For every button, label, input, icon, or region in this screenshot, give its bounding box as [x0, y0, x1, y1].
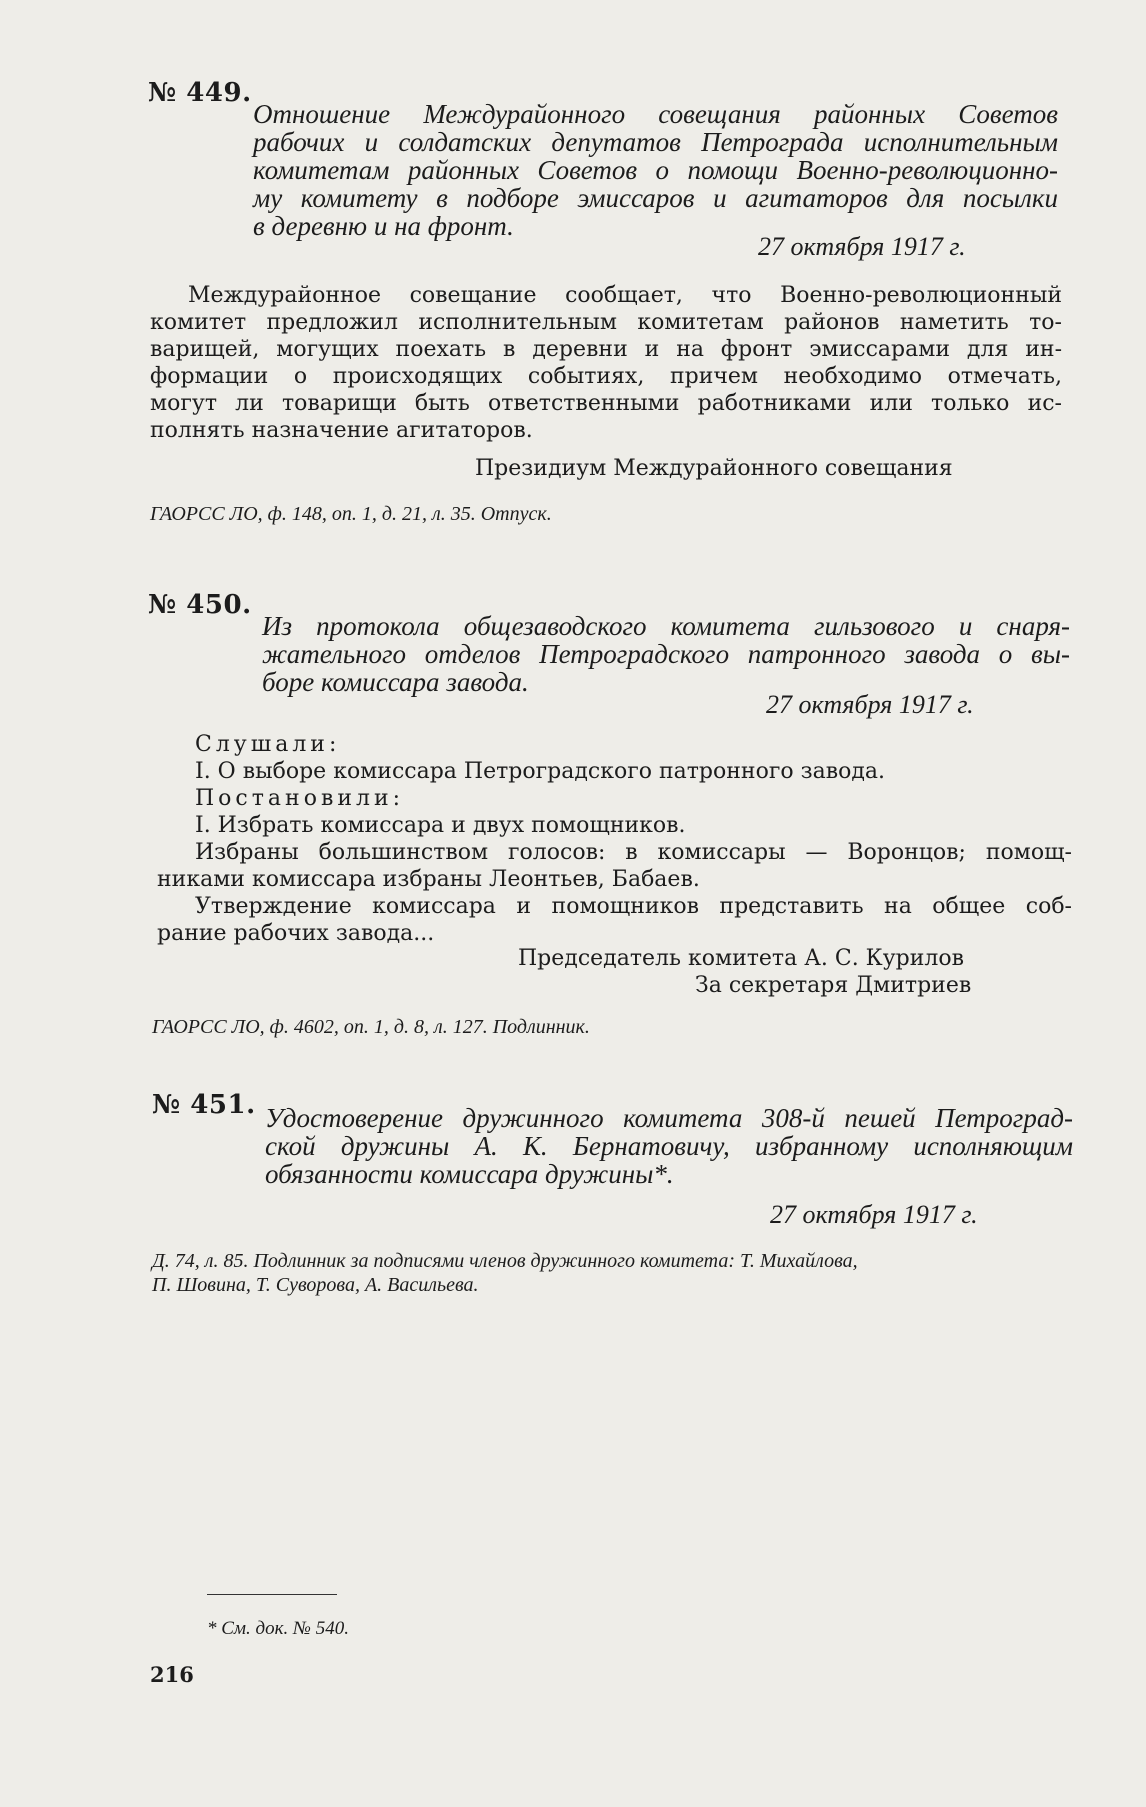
doc-451-date: 27 октября 1917 г.: [770, 1200, 978, 1229]
title-line: жательного отделов Петроградского патронного завода о вы-: [262, 639, 1070, 669]
footnote-rule: [207, 1594, 337, 1595]
title-line: боре комиссара завода.: [262, 667, 529, 697]
doc-450-heard-label: Слушали:: [195, 732, 341, 757]
doc-449-number: № 449.: [148, 78, 252, 108]
title-line: в деревню и на фронт.: [253, 211, 514, 241]
doc-449-date: 27 октября 1917 г.: [758, 232, 966, 261]
body-line: Утверждение комиссара и помощников представить на общее соб-: [195, 894, 1072, 919]
title-line: Удостоверение дружинного комитета 308-й пешей Петроград-: [265, 1103, 1073, 1133]
body-line: варищей, могущих поехать в деревни и на фронт эмиссарами для ин-: [150, 337, 1062, 362]
title-line: ской дружины А. К. Бернатовичу, избранному исполняющим: [265, 1131, 1073, 1161]
body-line: комитет предложил исполнительным комитетам районов наметить то-: [150, 310, 1062, 335]
title-line: му комитету в подборе эмиссаров и агитаторов для посылки: [253, 183, 1058, 213]
doc-450-body: [157, 839, 1072, 947]
title-line: обязанности комиссара дружины*.: [265, 1159, 674, 1189]
body-line: Междурайонное совещание сообщает, что Военно-революционный: [188, 283, 1062, 308]
doc-449-source: ГАОРСС ЛО, ф. 148, оп. 1, д. 21, л. 35. Отпуск.: [150, 503, 552, 525]
body-line: рание рабочих завода...: [157, 921, 435, 946]
doc-450-title: [262, 612, 1070, 696]
title-line: Из протокола общезаводского комитета гильзового и снаря-: [262, 611, 1070, 641]
doc-450-signature-chair: Председатель комитета А. С. Курилов: [518, 946, 965, 971]
doc-451-source: Д. 74, л. 85. Подлинник за подписями членов дружинного комитета: Т. Михайлова, П. Шовина, Т. Суворова, А. Васильева.: [152, 1250, 858, 1296]
body-line: Избраны большинством голосов: в комиссары — Воронцов; помощ-: [195, 840, 1072, 865]
doc-451-number: № 451.: [152, 1090, 256, 1120]
title-line: комитетам районных Советов о помощи Военно-революционно-: [253, 155, 1058, 185]
doc-450-number: № 450.: [148, 590, 252, 620]
doc-450-resolved-item: I. Избрать комиссара и двух помощников.: [195, 813, 686, 838]
body-line: могут ли товарищи быть ответственными работниками или только ис-: [150, 391, 1062, 416]
doc-450-signature-secretary: За секретаря Дмитриев: [695, 973, 972, 998]
doc-450-resolved-label: Постановили:: [195, 786, 405, 811]
doc-451-title: [265, 1104, 1073, 1188]
page-number: 216: [150, 1662, 194, 1687]
body-line: формации о происходящих событиях, причем необходимо отмечать,: [150, 364, 1062, 389]
doc-450-source: ГАОРСС ЛО, ф. 4602, оп. 1, д. 8, л. 127. Подлинник.: [152, 1016, 590, 1038]
title-line: рабочих и солдатских депутатов Петрограда исполнительным: [253, 127, 1058, 157]
doc-449-signature: Президиум Междурайонного совещания: [475, 456, 953, 481]
doc-450-date: 27 октября 1917 г.: [766, 690, 974, 719]
body-line: полнять назначение агитаторов.: [150, 418, 533, 443]
doc-450-heard-item: I. О выборе комиссара Петроградского патронного завода.: [195, 759, 885, 784]
body-line: никами комиссара избраны Леонтьев, Бабаев.: [157, 867, 700, 892]
doc-449-body: [150, 282, 1062, 444]
doc-449-title: [253, 100, 1058, 240]
footnote: * См. док. № 540.: [207, 1618, 349, 1639]
title-line: Отношение Междурайонного совещания районных Советов: [253, 99, 1058, 129]
